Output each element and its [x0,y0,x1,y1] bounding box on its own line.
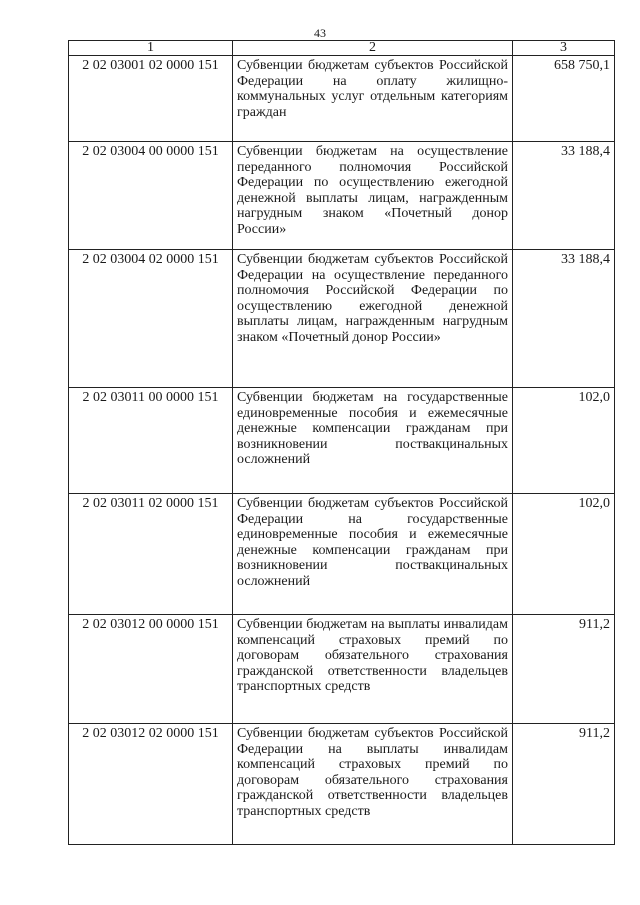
amount-cell: 658 750,1 [513,56,615,142]
column-header-description: 2 [233,41,513,56]
description-cell: Субвенции бюджетам субъектов Российской Федерации на выплаты инвалидам компенсаций страховых премий по договорам обязательного страхования гражданской ответственности владельцев транспортных средств [233,724,513,845]
budget-code-cell: 2 02 03004 00 0000 151 [69,142,233,250]
budget-code-cell: 2 02 03011 02 0000 151 [69,494,233,615]
amount-cell: 911,2 [513,724,615,845]
table-header-row [69,41,615,56]
amount-cell: 33 188,4 [513,250,615,388]
budget-code-cell: 2 02 03001 02 0000 151 [69,56,233,142]
table-row [69,142,615,250]
description-cell: Субвенции бюджетам на осуществление переданного полномочия Российской Федерации по осуществлению ежегодной денежной выплаты лицам, награжденным нагрудным знаком «Почетный донор России» [233,142,513,250]
description-cell: Субвенции бюджетам субъектов Российской Федерации на оплату жилищно-коммунальных услуг отдельным категориям граждан [233,56,513,142]
table-row [69,615,615,724]
description-cell: Субвенции бюджетам на выплаты инвалидам компенсаций страховых премий по договорам обязательного страхования гражданской ответственности владельцев транспортных средств [233,615,513,724]
budget-code-cell: 2 02 03011 00 0000 151 [69,388,233,494]
table-row [69,494,615,615]
description-cell: Субвенции бюджетам субъектов Российской Федерации на осуществление переданного полномочия Российской Федерации по осуществлению ежегодной денежной выплаты лицам, награжденным нагрудным знаком «Почетный донор России» [233,250,513,388]
amount-cell: 911,2 [513,615,615,724]
budget-code-cell: 2 02 03004 02 0000 151 [69,250,233,388]
budget-code-cell: 2 02 03012 02 0000 151 [69,724,233,845]
description-cell: Субвенции бюджетам субъектов Российской Федерации на государственные единовременные пособия и ежемесячные денежные компенсации гражданам при возникновении поствакцинальных осложнений [233,494,513,615]
column-header-code: 1 [69,41,233,56]
table-row [69,724,615,845]
budget-revenue-table [68,40,615,845]
description-cell: Субвенции бюджетам на государственные единовременные пособия и ежемесячные денежные компенсации гражданам при возникновении поствакцинальных осложнений [233,388,513,494]
table-row [69,388,615,494]
column-header-amount: 3 [513,41,615,56]
budget-code-cell: 2 02 03012 00 0000 151 [69,615,233,724]
amount-cell: 33 188,4 [513,142,615,250]
amount-cell: 102,0 [513,388,615,494]
table-row [69,56,615,142]
amount-cell: 102,0 [513,494,615,615]
page-number: 43 [314,26,326,40]
table-row [69,250,615,388]
